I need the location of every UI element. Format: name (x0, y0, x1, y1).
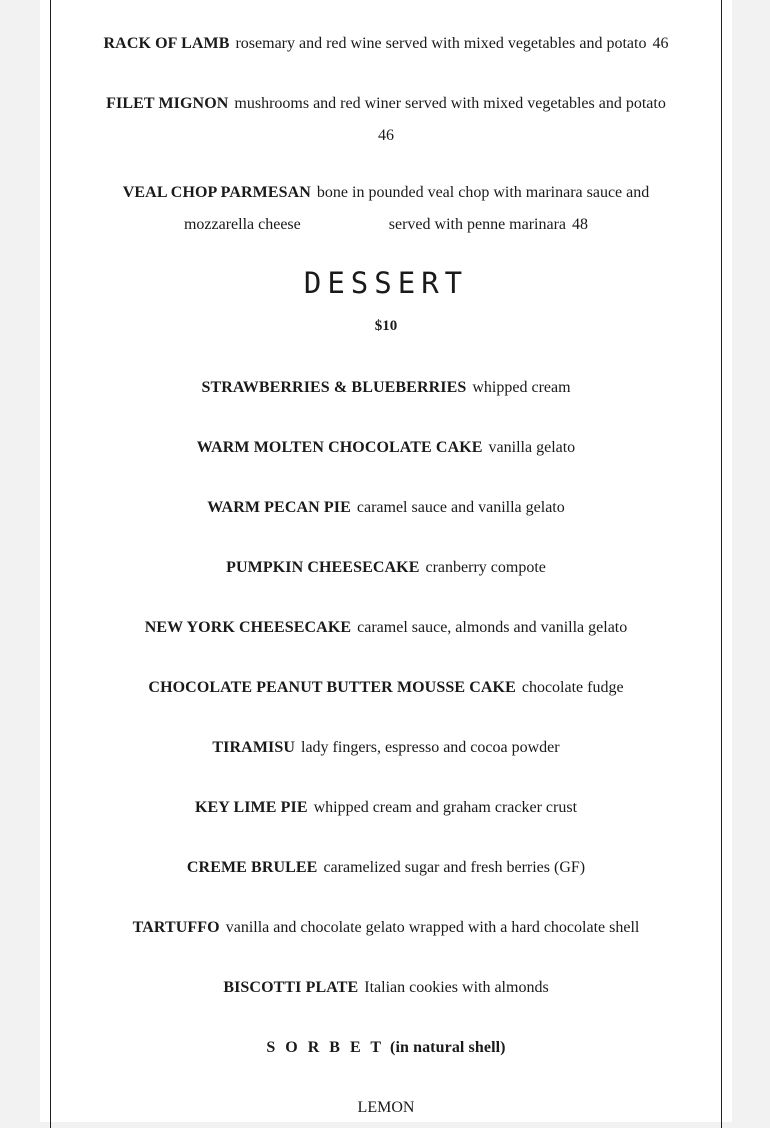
item-name: KEY LIME PIE (194, 799, 308, 816)
section-title-dessert: DESSERT (303, 266, 469, 300)
item-description: mushrooms and red winer served with mixed vegetables and potato (234, 95, 666, 112)
item-name: BISCOTTI PLATE (223, 979, 359, 996)
item-name: CREME BRULEE (186, 859, 318, 876)
menu-item (64, 498, 708, 518)
menu-page (40, 0, 732, 1122)
menu-item-veal-chop-second-line (64, 215, 708, 235)
item-name: STRAWBERRIES & BLUEBERRIES (201, 379, 467, 396)
menu-item-rack-of-lamb (64, 34, 708, 54)
menu-item (64, 738, 708, 758)
item-description: chocolate fudge (521, 679, 624, 696)
item-description: vanilla gelato (488, 439, 576, 456)
item-name: CHOCOLATE PEANUT BUTTER MOUSSE CAKE (148, 679, 516, 696)
sorbet-heading (64, 1038, 708, 1058)
item-description: lady fingers, espresso and cocoa powder (301, 739, 560, 756)
menu-item (64, 798, 708, 818)
item-price: 46 (652, 35, 669, 52)
menu-item (64, 378, 708, 398)
item-description: cranberry compote (425, 559, 546, 576)
item-description: vanilla and chocolate gelato wrapped with a hard chocolate shell (225, 919, 640, 936)
item-description: rosemary and red wine served with mixed vegetables and potato (235, 35, 647, 52)
sorbet-title: S O R B E T (266, 1039, 385, 1056)
menu-item (64, 438, 708, 458)
item-name: RACK OF LAMB (103, 35, 230, 52)
item-name: NEW YORK CHEESECAKE (144, 619, 352, 636)
item-description: bone in pounded veal chop with marinara sauce and (316, 184, 650, 201)
sorbet-note: (in natural shell) (390, 1039, 506, 1056)
item-price: 46 (378, 127, 394, 144)
item-name: FILET MIGNON (106, 95, 229, 112)
item-name: TARTUFFO (132, 919, 220, 936)
menu-item-filet-mignon-price-line (64, 126, 708, 146)
item-description: served with penne marinara (388, 216, 567, 233)
item-description: caramel sauce, almonds and vanilla gelato (357, 619, 628, 636)
item-description: whipped cream (472, 379, 571, 396)
menu-item (64, 618, 708, 638)
item-name: VEAL CHOP PARMESAN (122, 184, 311, 201)
item-description: Italian cookies with almonds (364, 979, 549, 996)
sorbet-flavor (64, 1098, 708, 1118)
menu-item (64, 978, 708, 998)
item-description: mozzarella cheese (183, 216, 301, 233)
item-description: caramelized sugar and fresh berries (GF) (323, 859, 586, 876)
item-description: whipped cream and graham cracker crust (313, 799, 578, 816)
menu-item-filet-mignon (64, 94, 708, 114)
item-name: TIRAMISU (212, 739, 295, 756)
item-price: 48 (572, 216, 589, 233)
menu-item (64, 558, 708, 578)
item-name: WARM MOLTEN CHOCOLATE CAKE (196, 439, 483, 456)
item-description: caramel sauce and vanilla gelato (356, 499, 565, 516)
menu-item (64, 918, 708, 938)
item-name: PUMPKIN CHEESECAKE (226, 559, 420, 576)
section-price: $10 (374, 318, 398, 334)
menu-item (64, 858, 708, 878)
item-name: WARM PECAN PIE (207, 499, 351, 516)
sorbet-flavor-name: LEMON (357, 1099, 415, 1116)
menu-item (64, 678, 708, 698)
menu-item-veal-chop-parmesan (64, 183, 708, 203)
